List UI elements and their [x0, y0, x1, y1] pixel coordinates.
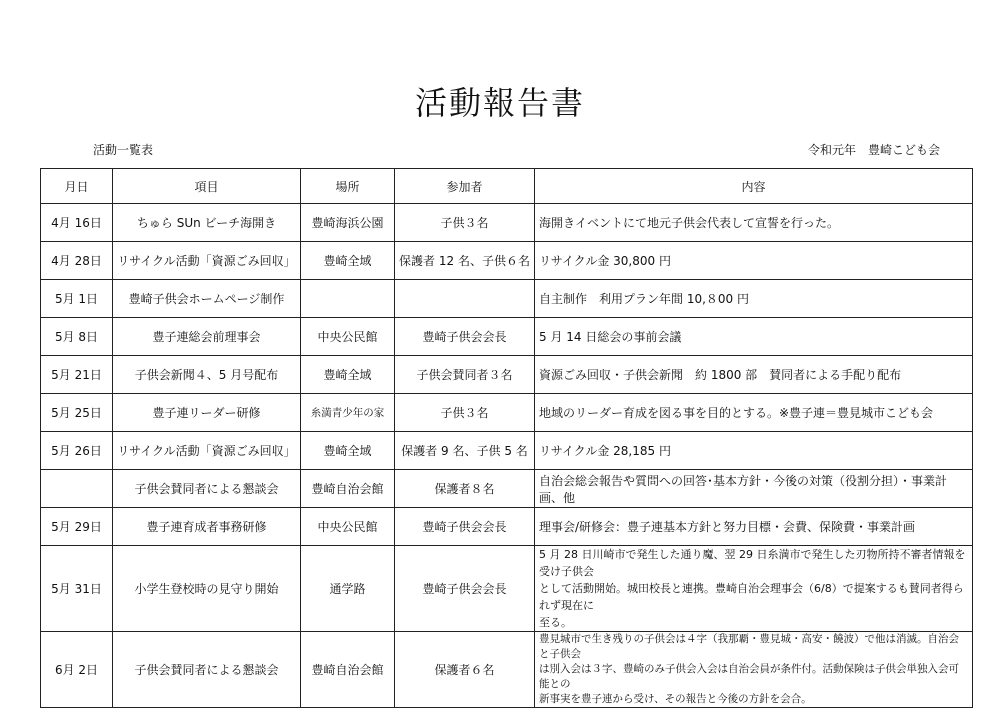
table-row [41, 470, 973, 508]
cell-item: 豊子連育成者事務研修 [113, 508, 301, 546]
cell-content: 5 月 14 日総会の事前会議 [535, 318, 973, 356]
cell-content: 資源ごみ回収・子供会新聞 約 1800 部 賛同者による手配り配布 [535, 356, 973, 394]
cell-content: 自治会総会報告や質問への回答･基本方針・今後の対策（役割分担）・事業計画、他 [535, 470, 973, 508]
table-row [41, 280, 973, 318]
cell-participants: 保護者６名 [395, 632, 535, 708]
table-row [41, 546, 973, 632]
table-row [41, 204, 973, 242]
content-line: 新事実を豊子連から受け、その報告と今後の方針を会合。 [539, 693, 812, 705]
activity-table [40, 168, 973, 708]
cell-date: 5月 21日 [41, 356, 113, 394]
cell-place: 豊崎海浜公園 [301, 204, 395, 242]
cell-item: 小学生登校時の見守り開始 [113, 546, 301, 632]
cell-content: リサイクル金 28,185 円 [535, 432, 973, 470]
cell-date: 5月 25日 [41, 394, 113, 432]
cell-content: 海開きイベントにて地元子供会代表して宣誓を行った。 [535, 204, 973, 242]
cell-participants: 豊崎子供会会長 [395, 318, 535, 356]
cell-date: 5月 8日 [41, 318, 113, 356]
cell-place: 中央公民館 [301, 508, 395, 546]
cell-date [41, 470, 113, 508]
cell-item: 豊崎子供会ホームページ制作 [113, 280, 301, 318]
cell-item: 豊子連リーダー研修 [113, 394, 301, 432]
cell-place: 糸満青少年の家 [301, 394, 395, 432]
cell-item: 子供会新聞４、5 月号配布 [113, 356, 301, 394]
document-title: 活動報告書 [414, 84, 585, 122]
cell-content [535, 546, 973, 632]
cell-date: 5月 29日 [41, 508, 113, 546]
cell-participants: 保護者 9 名、子供 5 名 [395, 432, 535, 470]
organization-name: 令和元年 豊崎こども会 [808, 143, 941, 157]
cell-content: 理事会/研修会：豊子連基本方針と努力目標・会費、保険費・事業計画 [535, 508, 973, 546]
cell-item: 子供会賛同者による懇談会 [113, 632, 301, 708]
cell-item: 豊子連総会前理事会 [113, 318, 301, 356]
cell-item: リサイクル活動「資源ごみ回収」 [113, 432, 301, 470]
cell-date: 5月 31日 [41, 546, 113, 632]
header-participants: 参加者 [395, 169, 535, 204]
table-row [41, 508, 973, 546]
table-row [41, 318, 973, 356]
cell-participants: 保護者 12 名、子供６名 [395, 242, 535, 280]
table-row [41, 356, 973, 394]
cell-item: 子供会賛同者による懇談会 [113, 470, 301, 508]
content-line: として活動開始。城田校長と連携。豊崎自治会理事会（6/8）で提案するも賛同者得られず現在に [539, 582, 964, 612]
cell-place: 通学路 [301, 546, 395, 632]
cell-place [301, 280, 395, 318]
cell-participants: 保護者８名 [395, 470, 535, 508]
content-line: 至る。 [539, 616, 572, 629]
cell-participants: 子供３名 [395, 204, 535, 242]
cell-item: ちゅら SUn ビーチ海開き [113, 204, 301, 242]
cell-participants: 子供３名 [395, 394, 535, 432]
cell-place: 豊崎全域 [301, 356, 395, 394]
table-header-row [41, 169, 973, 204]
header-place: 場所 [301, 169, 395, 204]
cell-date: 6月 2日 [41, 632, 113, 708]
cell-content [535, 632, 973, 708]
cell-item: リサイクル活動「資源ごみ回収」 [113, 242, 301, 280]
cell-date: 4月 28日 [41, 242, 113, 280]
table-row [41, 432, 973, 470]
cell-place: 豊崎自治会館 [301, 632, 395, 708]
cell-date: 5月 26日 [41, 432, 113, 470]
cell-place: 中央公民館 [301, 318, 395, 356]
cell-participants [395, 280, 535, 318]
table-row [41, 394, 973, 432]
header-content: 内容 [535, 169, 973, 204]
cell-date: 5月 1日 [41, 280, 113, 318]
cell-participants: 豊崎子供会会長 [395, 508, 535, 546]
content-line: 豊見城市で生き残りの子供会は４字（我那覇・豊見城・高安・饒波）で他は消滅。自治会と子供会 [539, 633, 959, 660]
cell-content: 自主制作 利用プラン年間 10,８00 円 [535, 280, 973, 318]
table-row [41, 632, 973, 708]
table-caption: 活動一覧表 [93, 143, 154, 157]
header-item: 項目 [113, 169, 301, 204]
cell-content: リサイクル金 30,800 円 [535, 242, 973, 280]
cell-place: 豊崎全域 [301, 242, 395, 280]
cell-date: 4月 16日 [41, 204, 113, 242]
header-date: 月日 [41, 169, 113, 204]
table-row [41, 242, 973, 280]
cell-place: 豊崎自治会館 [301, 470, 395, 508]
cell-content: 地域のリーダー育成を図る事を目的とする。※豊子連＝豊見城市こども会 [535, 394, 973, 432]
cell-place: 豊崎全域 [301, 432, 395, 470]
content-line: 5 月 28 日川崎市で発生した通り魔、翌 29 日糸満市で発生した刃物所持不審者情報を受け子供会 [539, 548, 966, 578]
content-line: は別入会は３字、豊崎のみ子供会入会は自治会員が条件付。活動保険は子供会単独入会可能との [539, 663, 959, 690]
cell-participants: 豊崎子供会会長 [395, 546, 535, 632]
cell-participants: 子供会賛同者３名 [395, 356, 535, 394]
